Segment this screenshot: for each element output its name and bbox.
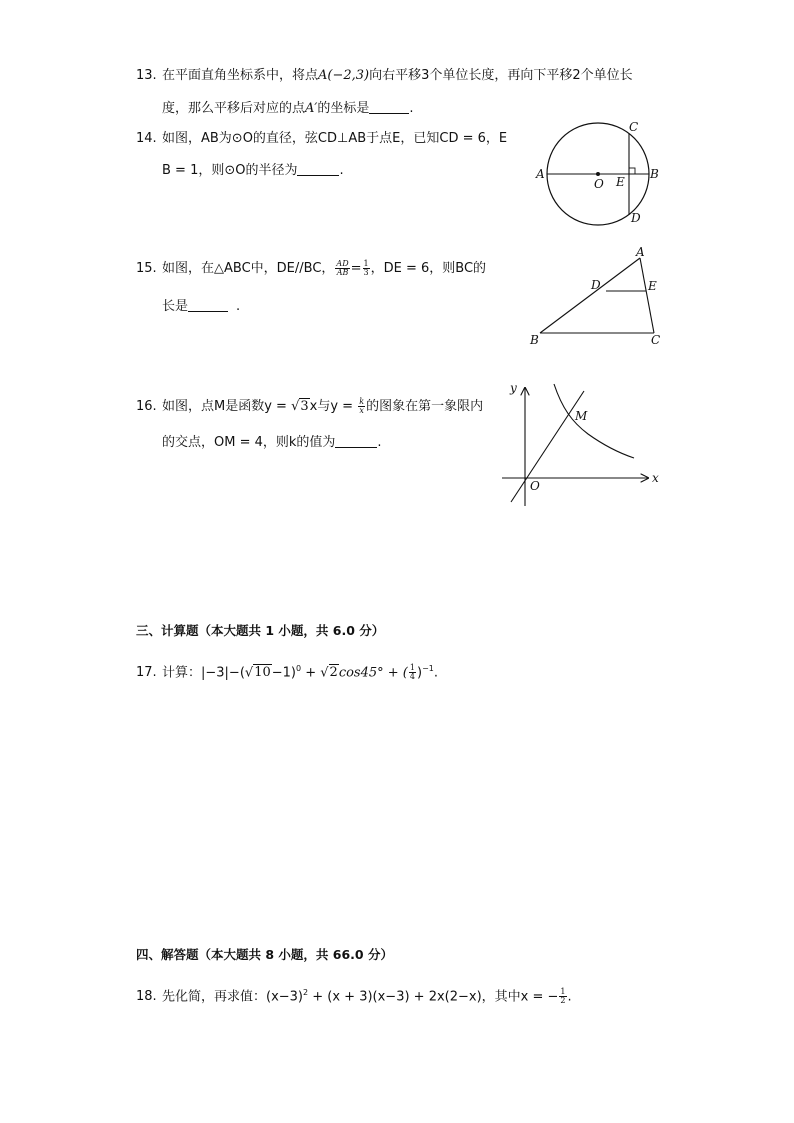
answer-blank <box>188 299 228 312</box>
q14-line1: 14. 如图，AB为⊙O的直径，弦CD⊥AB于点E，已知CD = 6，E <box>136 131 508 146</box>
q16-number: 16. <box>136 399 157 414</box>
right-angle-mark <box>629 168 635 174</box>
q15-number: 15. <box>136 261 157 276</box>
label-b: B <box>650 167 659 181</box>
label-m: M <box>575 409 588 423</box>
label-x: x <box>652 471 659 485</box>
circle-figure <box>530 118 660 230</box>
q15-line2: 长是 . <box>162 299 241 314</box>
label-e: E <box>648 279 657 293</box>
hyperbola-graph <box>554 384 634 458</box>
label-d: D <box>591 278 601 292</box>
q15-line1: 15. 如图，在△ABC中，DE//BC， $\frac{AD}{AB}$ = $\frac{1}{3}$ ，DE = 6，则BC的 <box>136 259 487 277</box>
answer-blank <box>297 163 339 176</box>
answer-blank <box>335 435 377 448</box>
q13-line2: 度，那么平移后对应的点A′的坐标是 . <box>162 101 414 116</box>
q18-number: 18. <box>136 989 157 1005</box>
side-ac <box>640 258 654 333</box>
q16-line2: 的交点，OM = 4，则k的值为 . <box>162 435 382 450</box>
label-a: A <box>536 167 545 181</box>
label-y: y <box>510 381 517 395</box>
answer-blank <box>369 101 409 114</box>
label-e: E <box>616 175 625 189</box>
section-3-title: 三、计算题（本大题共 1 小题，共 6.0 分） <box>136 623 385 638</box>
q14-line2: B = 1，则⊙O的半径为 . <box>162 163 344 178</box>
label-o: O <box>530 479 540 493</box>
section-4-title: 四、解答题（本大题共 8 小题，共 66.0 分） <box>136 947 393 962</box>
label-b: B <box>530 333 539 347</box>
label-o: O <box>594 177 604 191</box>
line-graph <box>511 391 584 502</box>
center-point <box>596 172 600 176</box>
q17-line: 17. 计算：$|-3|-(√10-1)^0 + √2\cos 45^\circ$ + ( $\frac{1}{4}$ )$^{-1}$. <box>136 663 438 682</box>
side-ab <box>540 258 640 333</box>
q18-line: 18. 先化简，再求值：$(x-3)^2 + (x + 3)(x-3) + 2x(2-x)$，其中x = − $\frac{1}{2}$ . <box>136 987 572 1006</box>
q17-number: 17. <box>136 665 157 681</box>
label-d: D <box>631 211 641 225</box>
q16-line1: 16. 如图，点M是函数y = √3x与y = $\frac{k}{x}$ 的图象在第一象限内 <box>136 397 484 415</box>
function-graph-figure <box>498 378 663 510</box>
q13-line1: 13. 在平面直角坐标系中，将点A(−2,3)向右平移3个单位长度，再向下平移2个单位长 <box>136 68 633 83</box>
triangle-figure <box>526 246 666 350</box>
q14-number: 14. <box>136 131 157 146</box>
label-c: C <box>629 120 639 134</box>
label-a: A <box>636 246 645 259</box>
label-c: C <box>651 333 661 347</box>
q13-number: 13. <box>136 68 157 83</box>
